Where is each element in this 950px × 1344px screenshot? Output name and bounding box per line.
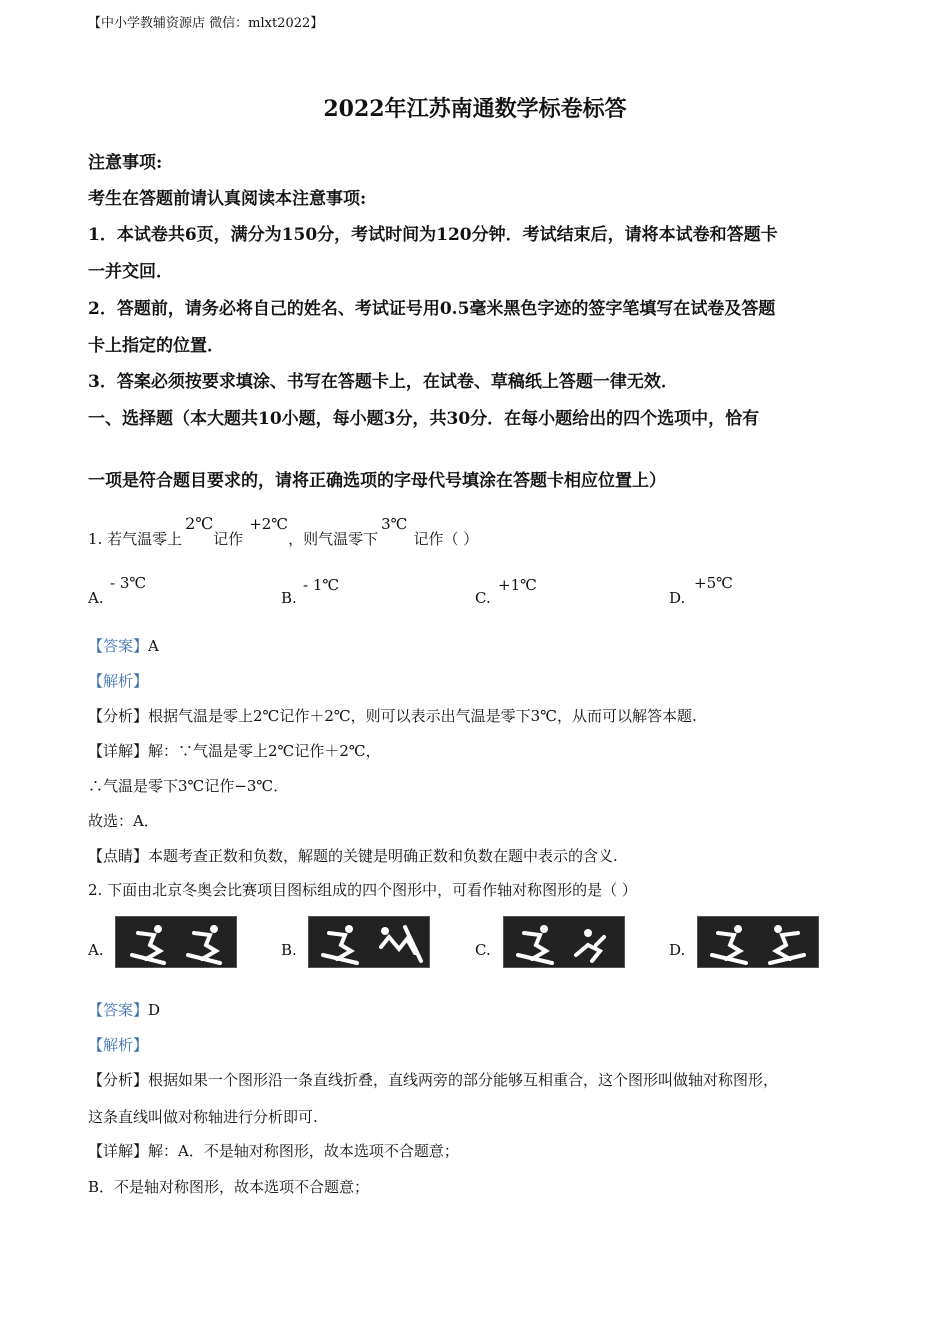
mirrored-skier-pictogram-icon bbox=[698, 917, 818, 967]
q1-part-1: 1. 若气温零上 bbox=[88, 530, 183, 548]
question-2-stem: 2. 下面由北京冬奥会比赛项目图标组成的四个图形中，可看作轴对称图形的是（ ） bbox=[88, 881, 637, 899]
question-1-stem bbox=[88, 515, 478, 555]
q1-xiangjie-tag: 【详解】 bbox=[88, 742, 149, 760]
skier-and-snowboarder-pictogram-icon bbox=[309, 917, 429, 967]
notice-item-3: 3．答案必须按要求填涂、书写在答题卡上，在试卷、草稿纸上答题一律无效． bbox=[88, 372, 678, 392]
q1-answer-tag: 【答案】 bbox=[88, 637, 149, 655]
q2-xiangjie-tag: 【详解】 bbox=[88, 1142, 149, 1160]
q1-part-2: 记作 bbox=[213, 530, 244, 548]
notice-item-2-line-2: 卡上指定的位置． bbox=[88, 336, 224, 356]
q2-option-c-image bbox=[503, 916, 625, 968]
q1-value-2: +2℃ bbox=[249, 515, 289, 533]
q1-dianjing-tag: 【点睛】 bbox=[88, 847, 149, 865]
q2-xiangjie-text: 解：A．不是轴对称图形，故本选项不合题意； bbox=[148, 1142, 459, 1160]
section-1-heading-line-2: 一项是符合题目要求的，请将正确选项的字母代号填涂在答题卡相应位置上） bbox=[88, 471, 666, 491]
q2-option-a-letter: A. bbox=[88, 941, 104, 959]
q1-dianjing-text: 本题考查正数和负数，解题的关键是明确正数和负数在题中表示的含义. bbox=[148, 847, 618, 865]
q2-option-d-image bbox=[697, 916, 819, 968]
header-tag: 【中小学教辅资源店 微信：mlxt2022】 bbox=[88, 16, 324, 31]
q2-option-d-letter: D. bbox=[669, 941, 686, 959]
q1-value-3: 3℃ bbox=[381, 515, 408, 533]
notice-item-1-line-2: 一并交回． bbox=[88, 262, 173, 282]
skier-pictogram-icon bbox=[116, 917, 236, 967]
q2-option-b-explanation: B．不是轴对称图形，故本选项不合题意； bbox=[88, 1178, 370, 1196]
q1-xiangjie-text: 解：∵气温是零上2℃记作＋2℃， bbox=[148, 742, 381, 760]
q2-fenxi-tag: 【分析】 bbox=[88, 1071, 149, 1089]
q2-xiangjie bbox=[88, 1140, 459, 1161]
q1-therefore: ∴气温是零下3℃记作−3℃． bbox=[88, 777, 289, 795]
q2-answer-value: D bbox=[148, 1001, 161, 1019]
notice-heading: 注意事项: bbox=[88, 153, 163, 173]
q2-fenxi-line-2: 这条直线叫做对称轴进行分析即可. bbox=[88, 1108, 318, 1126]
q1-fenxi bbox=[88, 705, 697, 726]
q1-option-b-value: - 1℃ bbox=[303, 576, 340, 594]
q1-part-4: 记作（ ） bbox=[413, 530, 479, 548]
skier-and-skater-pictogram-icon bbox=[504, 917, 624, 967]
q1-option-c-letter: C. bbox=[475, 589, 491, 607]
notice-item-1-line-1: 1．本试卷共6页，满分为150分，考试时间为120分钟．考试结束后，请将本试卷和答题卡 bbox=[88, 225, 778, 245]
q1-choice: 故选：A． bbox=[88, 812, 159, 830]
q1-xiangjie bbox=[88, 740, 381, 761]
q1-part-3: ，则气温零下 bbox=[288, 530, 379, 548]
section-1-heading-line-1: 一、选择题（本大题共10小题，每小题3分，共30分．在每小题给出的四个选项中，恰有 bbox=[88, 409, 760, 429]
notice-intro: 考生在答题前请认真阅读本注意事项: bbox=[88, 189, 367, 209]
q1-option-a-letter: A. bbox=[88, 589, 104, 607]
q1-option-d-letter: D. bbox=[669, 589, 686, 607]
q2-option-b-image bbox=[308, 916, 430, 968]
page-title: 2022年江苏南通数学标卷标答 bbox=[323, 96, 627, 122]
q1-value-1: 2℃ bbox=[185, 514, 214, 533]
q1-option-c-value: +1℃ bbox=[498, 576, 537, 594]
q2-option-c-letter: C. bbox=[475, 941, 491, 959]
q2-answer-tag: 【答案】 bbox=[88, 1001, 149, 1019]
q1-answer bbox=[88, 635, 159, 656]
q1-option-a-value: - 3℃ bbox=[110, 574, 147, 592]
q1-dianjing bbox=[88, 845, 618, 866]
q2-answer bbox=[88, 999, 160, 1020]
q1-option-d-value: +5℃ bbox=[694, 574, 733, 592]
q1-fenxi-tag: 【分析】 bbox=[88, 707, 149, 725]
q1-answer-value: A bbox=[148, 637, 159, 655]
notice-item-2-line-1: 2．答题前，请务必将自己的姓名、考试证号用0.5毫米黑色字迹的签字笔填写在试卷及答题 bbox=[88, 299, 776, 319]
q2-analysis-tag: 【解析】 bbox=[88, 1036, 149, 1054]
q1-analysis-tag: 【解析】 bbox=[88, 672, 149, 690]
q2-option-b-letter: B. bbox=[281, 941, 297, 959]
q2-fenxi-line-1 bbox=[88, 1069, 778, 1090]
q2-option-a-image bbox=[115, 916, 237, 968]
q1-option-b-letter: B. bbox=[281, 589, 297, 607]
q2-fenxi-text-1: 根据如果一个图形沿一条直线折叠，直线两旁的部分能够互相重合，这个图形叫做轴对称图形， bbox=[148, 1071, 779, 1089]
q1-fenxi-text: 根据气温是零上2℃记作＋2℃，则可以表示出气温是零下3℃，从而可以解答本题. bbox=[148, 707, 697, 725]
